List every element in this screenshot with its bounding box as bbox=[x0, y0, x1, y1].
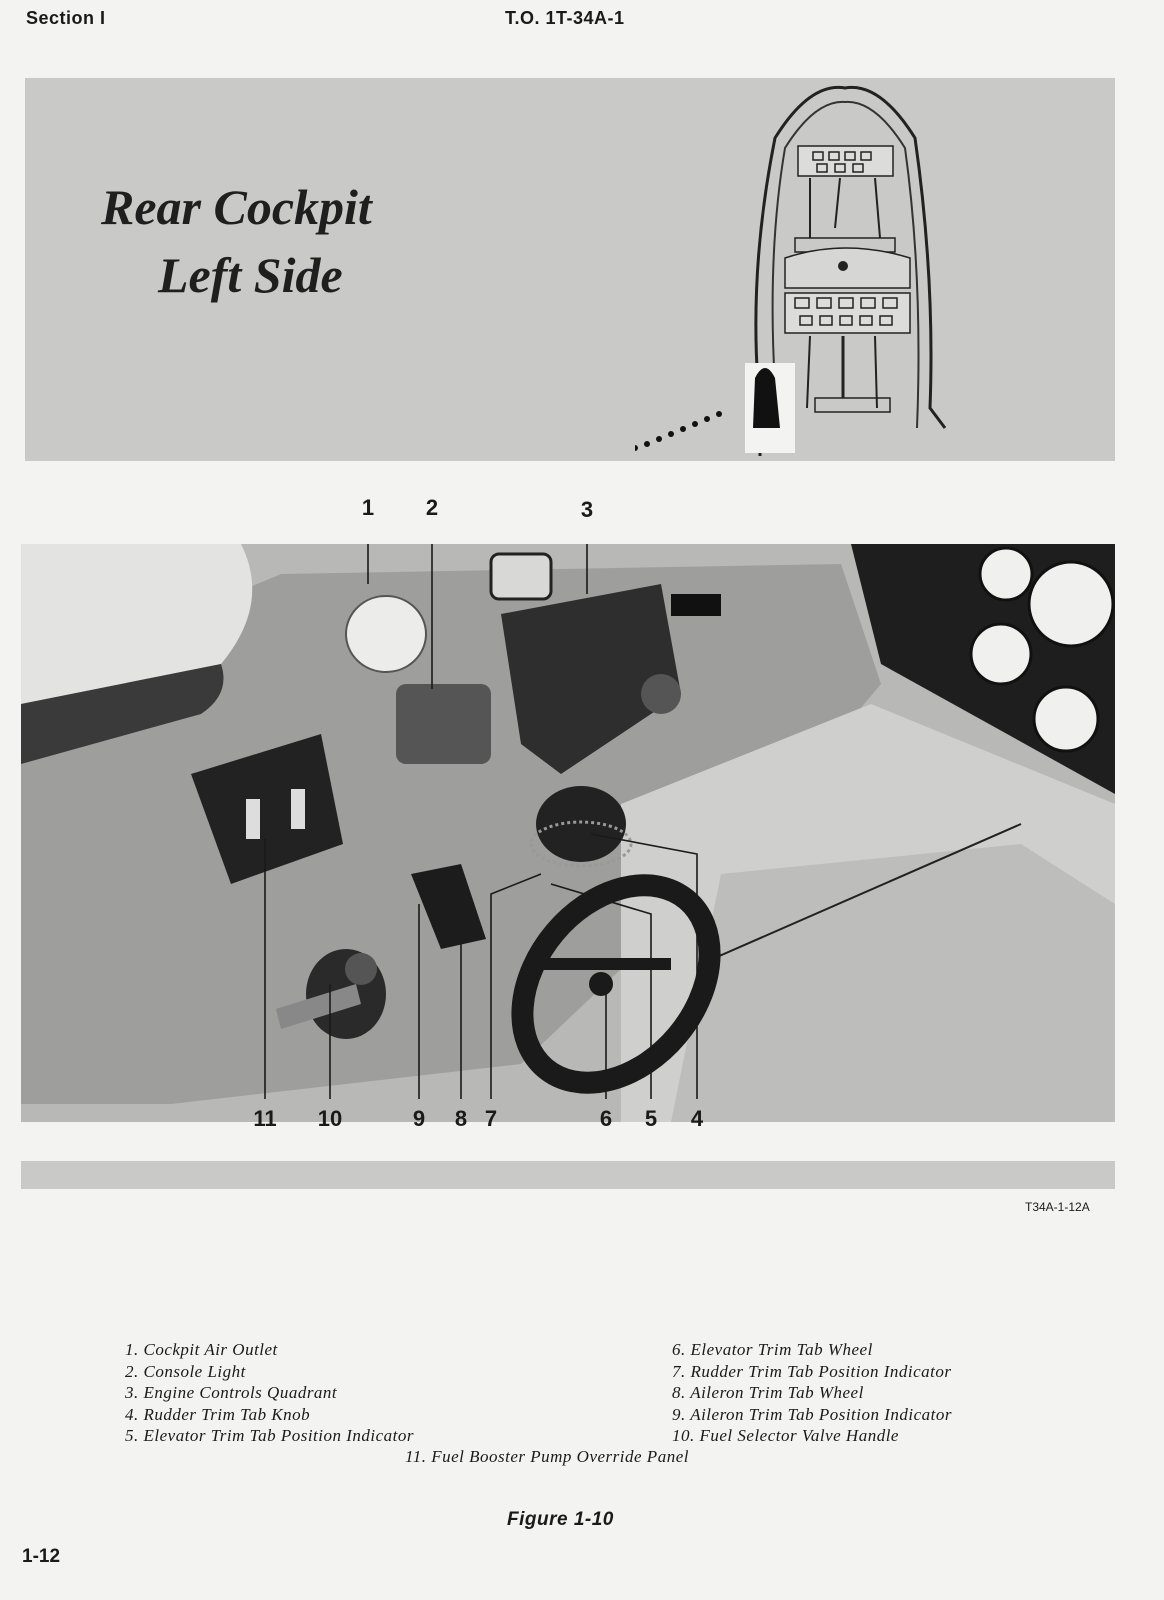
callout-8: 8 bbox=[454, 1106, 468, 1131]
title-line-2: Left Side bbox=[158, 247, 343, 303]
callout-11: 11 bbox=[253, 1106, 277, 1131]
callout-2: 2 bbox=[425, 495, 439, 520]
callout-5: 5 bbox=[644, 1106, 658, 1131]
callout-1: 1 bbox=[361, 495, 375, 520]
legend-left-column bbox=[125, 1339, 414, 1447]
legend-item: 8. Aileron Trim Tab Wheel bbox=[672, 1383, 864, 1402]
callout-7: 7 bbox=[484, 1106, 498, 1131]
legend-right-column bbox=[672, 1339, 952, 1447]
callout-9: 9 bbox=[412, 1106, 426, 1131]
legend-item-11: 11. Fuel Booster Pump Override Panel bbox=[405, 1447, 689, 1466]
callout-3: 3 bbox=[580, 497, 594, 522]
legend-item: 2. Console Light bbox=[125, 1361, 246, 1381]
gray-strip bbox=[21, 1161, 1115, 1189]
figure-caption: Figure 1-10 bbox=[507, 1509, 614, 1530]
legend-item: 7. Rudder Trim Tab Position Indicator bbox=[672, 1361, 952, 1381]
legend-item: 3. Engine Controls Quadrant bbox=[125, 1383, 338, 1402]
legend-item: 1. Cockpit Air Outlet bbox=[125, 1340, 278, 1359]
legend-item: 9. Aileron Trim Tab Position Indicator bbox=[672, 1404, 953, 1424]
title-line-1: Rear Cockpit bbox=[101, 179, 372, 235]
title-banner bbox=[25, 78, 1115, 461]
section-label: Section I bbox=[26, 8, 106, 28]
cockpit-location-diagram bbox=[635, 78, 975, 461]
callout-6: 6 bbox=[599, 1106, 613, 1131]
technical-order-number: T.O. 1T-34A-1 bbox=[505, 8, 625, 28]
page-number: 1-12 bbox=[22, 1546, 61, 1567]
cockpit-photograph bbox=[21, 544, 1115, 1122]
legend-item: 6. Elevator Trim Tab Wheel bbox=[672, 1340, 873, 1359]
legend-item: 10. Fuel Selector Valve Handle bbox=[672, 1426, 899, 1445]
figure-code: T34A-1-12A bbox=[1025, 1200, 1090, 1214]
legend-item: 5. Elevator Trim Tab Position Indicator bbox=[125, 1426, 415, 1445]
legend-item: 4. Rudder Trim Tab Knob bbox=[125, 1404, 311, 1424]
callout-10: 10 bbox=[317, 1106, 343, 1131]
callout-4: 4 bbox=[690, 1106, 704, 1131]
